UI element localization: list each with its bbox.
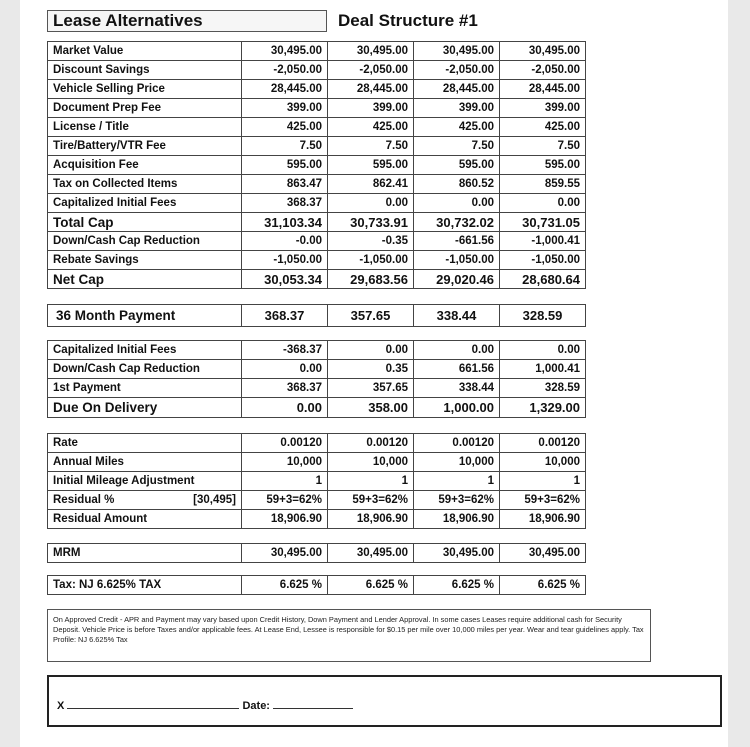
lease-worksheet — [20, 0, 728, 747]
row-label-text: Capitalized Initial Fees — [53, 344, 177, 356]
table-row — [48, 137, 586, 156]
row-label-text: Acquisition Fee — [53, 159, 139, 171]
value-cell: 29,683.56 — [328, 270, 414, 289]
value-cell: 30,495.00 — [328, 42, 414, 61]
value-cell: 357.65 — [328, 379, 414, 398]
table-row — [48, 398, 586, 418]
table-row — [48, 232, 586, 251]
value-cell: 30,732.02 — [414, 213, 500, 232]
row-label-text: License / Title — [53, 121, 129, 133]
row-label — [48, 118, 242, 137]
value-cell: 10,000 — [500, 453, 586, 472]
value-cell: -2,050.00 — [328, 61, 414, 80]
signature-box — [47, 675, 722, 727]
table-row — [48, 156, 586, 175]
row-label-text: Market Value — [53, 45, 124, 57]
value-cell: 399.00 — [414, 99, 500, 118]
value-cell: 30,495.00 — [500, 544, 586, 563]
table-row — [48, 434, 586, 453]
row-label-text: Initial Mileage Adjustment — [53, 475, 195, 487]
value-cell: 595.00 — [328, 156, 414, 175]
row-label — [48, 42, 242, 61]
row-label — [48, 232, 242, 251]
value-cell: 30,495.00 — [414, 544, 500, 563]
row-label-text: Total Cap — [53, 214, 114, 230]
value-cell: -0.00 — [242, 232, 328, 251]
table-row — [48, 99, 586, 118]
value-cell: 6.625 % — [242, 576, 328, 595]
value-cell: 0.00 — [414, 194, 500, 213]
value-cell: 0.00 — [242, 360, 328, 379]
value-cell: 1 — [242, 472, 328, 491]
value-cell: 0.00 — [328, 341, 414, 360]
value-cell: 859.55 — [500, 175, 586, 194]
value-cell: 1,000.00 — [414, 398, 500, 418]
table-row — [48, 80, 586, 99]
value-cell: 0.00120 — [328, 434, 414, 453]
value-cell: 425.00 — [414, 118, 500, 137]
value-cell: -1,050.00 — [242, 251, 328, 270]
row-label-text: Document Prep Fee — [53, 102, 161, 114]
value-cell: 30,495.00 — [500, 42, 586, 61]
value-cell: 6.625 % — [414, 576, 500, 595]
mrm-table — [47, 543, 586, 563]
value-cell: 31,103.34 — [242, 213, 328, 232]
row-label-text: Tire/Battery/VTR Fee — [53, 140, 166, 152]
row-label-text: Annual Miles — [53, 456, 124, 468]
value-cell: -2,050.00 — [242, 61, 328, 80]
value-cell: 0.00 — [500, 194, 586, 213]
value-cell: 425.00 — [328, 118, 414, 137]
table-row — [48, 544, 586, 563]
value-cell: 18,906.90 — [500, 510, 586, 529]
payment-table — [47, 304, 586, 327]
value-cell: 18,906.90 — [414, 510, 500, 529]
row-label-text: Net Cap — [53, 271, 105, 287]
row-label-text: Discount Savings — [53, 64, 150, 76]
table-row — [48, 472, 586, 491]
value-cell: 30,495.00 — [414, 42, 500, 61]
row-label-text: Capitalized Initial Fees — [53, 197, 177, 209]
value-cell: 358.00 — [328, 398, 414, 418]
value-cell: 0.35 — [328, 360, 414, 379]
row-label — [48, 175, 242, 194]
value-cell: 1 — [500, 472, 586, 491]
value-cell: 1 — [414, 472, 500, 491]
signature-x-label: X — [57, 700, 65, 712]
row-label — [48, 453, 242, 472]
value-cell: 7.50 — [242, 137, 328, 156]
value-cell: 18,906.90 — [242, 510, 328, 529]
value-cell: 30,053.34 — [242, 270, 328, 289]
value-cell: 0.00 — [328, 194, 414, 213]
value-cell: 862.41 — [328, 175, 414, 194]
row-label — [48, 341, 242, 360]
table-row — [48, 213, 586, 232]
value-cell: 661.56 — [414, 360, 500, 379]
row-label-text: 36 Month Payment — [56, 308, 176, 323]
value-cell: 28,445.00 — [500, 80, 586, 99]
row-label — [48, 213, 242, 232]
table-row — [48, 491, 586, 510]
value-cell: 30,733.91 — [328, 213, 414, 232]
table-row — [48, 576, 586, 595]
value-cell: 18,906.90 — [328, 510, 414, 529]
value-cell: 28,445.00 — [414, 80, 500, 99]
table-row — [48, 510, 586, 529]
value-cell: 6.625 % — [500, 576, 586, 595]
value-cell: 28,445.00 — [242, 80, 328, 99]
table-row — [48, 305, 586, 327]
value-cell: 399.00 — [500, 99, 586, 118]
row-label-text: Due On Delivery — [53, 400, 158, 415]
row-label-text: Rebate Savings — [53, 254, 139, 266]
value-cell: 28,445.00 — [328, 80, 414, 99]
row-label-text: Down/Cash Cap Reduction — [53, 363, 200, 375]
row-label — [48, 156, 242, 175]
row-label-text: Vehicle Selling Price — [53, 83, 165, 95]
table-row — [48, 175, 586, 194]
row-label — [48, 251, 242, 270]
row-label — [48, 398, 242, 418]
disclaimer-text: On Approved Credit - APR and Payment may vary based upon Credit History, Down Payment and Lender Approval. In some cases Leases require additional cash for Security Deposit. Vehicle Price is before Taxes and/or applicable fees. At Lease End, Lessee is responsible for $0.15 per mile over 10,000 miles per year. Wear and tear guidelines apply. Tax Profile: NJ 6.625% Tax — [47, 609, 651, 662]
value-cell: 1 — [328, 472, 414, 491]
row-label-text: Tax on Collected Items — [53, 178, 178, 190]
value-cell: 7.50 — [500, 137, 586, 156]
value-cell: 368.37 — [242, 305, 328, 327]
value-cell: 0.00120 — [242, 434, 328, 453]
date-line[interactable] — [273, 697, 353, 709]
value-cell: 7.50 — [328, 137, 414, 156]
due-on-delivery-table — [47, 340, 586, 418]
row-label — [48, 510, 242, 529]
value-cell: -2,050.00 — [500, 61, 586, 80]
value-cell: -1,000.41 — [500, 232, 586, 251]
value-cell: 357.65 — [328, 305, 414, 327]
row-label — [48, 379, 242, 398]
value-cell: 399.00 — [242, 99, 328, 118]
row-label-text: Residual % — [53, 494, 115, 506]
table-row — [48, 251, 586, 270]
row-label-text: Down/Cash Cap Reduction — [53, 235, 200, 247]
value-cell: 10,000 — [328, 453, 414, 472]
value-cell: 425.00 — [242, 118, 328, 137]
row-label — [48, 99, 242, 118]
value-cell: -0.35 — [328, 232, 414, 251]
value-cell: -1,050.00 — [500, 251, 586, 270]
table-row — [48, 118, 586, 137]
tax-table — [47, 575, 586, 595]
row-label — [48, 576, 242, 595]
table-row — [48, 270, 586, 289]
value-cell: 59+3=62% — [328, 491, 414, 510]
value-cell: 59+3=62% — [414, 491, 500, 510]
value-cell: 59+3=62% — [500, 491, 586, 510]
value-cell: -368.37 — [242, 341, 328, 360]
row-label-extra: [30,495] — [193, 494, 236, 506]
value-cell: 595.00 — [500, 156, 586, 175]
row-label — [48, 305, 242, 327]
row-label-text: Tax: NJ 6.625% TAX — [53, 579, 162, 591]
value-cell: 368.37 — [242, 379, 328, 398]
value-cell: -2,050.00 — [414, 61, 500, 80]
value-cell: 328.59 — [500, 305, 586, 327]
value-cell: 425.00 — [500, 118, 586, 137]
signature-line[interactable] — [67, 697, 239, 709]
row-label — [48, 61, 242, 80]
row-label-text: 1st Payment — [53, 382, 121, 394]
value-cell: 399.00 — [328, 99, 414, 118]
row-label-text: Rate — [53, 437, 78, 449]
value-cell: 30,495.00 — [328, 544, 414, 563]
table-row — [48, 453, 586, 472]
value-cell: 59+3=62% — [242, 491, 328, 510]
value-cell: 338.44 — [414, 305, 500, 327]
table-row — [48, 360, 586, 379]
row-label — [48, 491, 242, 510]
value-cell: -1,050.00 — [328, 251, 414, 270]
row-label — [48, 360, 242, 379]
value-cell: 595.00 — [242, 156, 328, 175]
row-label — [48, 80, 242, 99]
value-cell: -1,050.00 — [414, 251, 500, 270]
value-cell: 10,000 — [414, 453, 500, 472]
row-label — [48, 434, 242, 453]
row-label-text: MRM — [53, 547, 81, 559]
value-cell: 860.52 — [414, 175, 500, 194]
table-row — [48, 194, 586, 213]
value-cell: 0.00 — [414, 341, 500, 360]
deal-structure-title: Deal Structure #1 — [338, 11, 478, 30]
row-label — [48, 194, 242, 213]
row-label — [48, 472, 242, 491]
value-cell: 1,000.41 — [500, 360, 586, 379]
row-label — [48, 137, 242, 156]
value-cell: 328.59 — [500, 379, 586, 398]
rate-residual-table — [47, 433, 586, 529]
value-cell: 595.00 — [414, 156, 500, 175]
row-label — [48, 270, 242, 289]
value-cell: 0.00120 — [414, 434, 500, 453]
table-row — [48, 341, 586, 360]
value-cell: 338.44 — [414, 379, 500, 398]
value-cell: 1,329.00 — [500, 398, 586, 418]
value-cell: 30,495.00 — [242, 544, 328, 563]
row-label-text: Residual Amount — [53, 513, 148, 525]
value-cell: 10,000 — [242, 453, 328, 472]
value-cell: 863.47 — [242, 175, 328, 194]
table-row — [48, 61, 586, 80]
value-cell: 29,020.46 — [414, 270, 500, 289]
value-cell: 30,495.00 — [242, 42, 328, 61]
value-cell: 368.37 — [242, 194, 328, 213]
value-cell: 0.00 — [242, 398, 328, 418]
value-cell: 6.625 % — [328, 576, 414, 595]
table-row — [48, 42, 586, 61]
date-label: Date: — [242, 700, 270, 712]
value-cell: 28,680.64 — [500, 270, 586, 289]
value-cell: 7.50 — [414, 137, 500, 156]
value-cell: -661.56 — [414, 232, 500, 251]
page-title: Lease Alternatives — [47, 10, 327, 32]
table-row — [48, 379, 586, 398]
value-cell: 0.00120 — [500, 434, 586, 453]
pricing-table — [47, 41, 586, 289]
value-cell: 30,731.05 — [500, 213, 586, 232]
value-cell: 0.00 — [500, 341, 586, 360]
row-label — [48, 544, 242, 563]
